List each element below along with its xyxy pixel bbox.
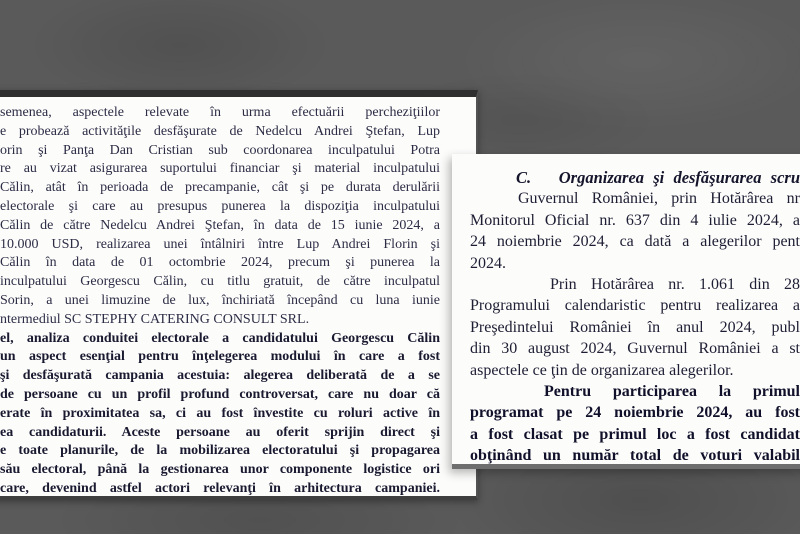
text-line: Călin, atât în perioada de precampanie, cât şi pe durata derulării: [0, 180, 440, 196]
text-line: 2024.: [470, 254, 506, 272]
paragraph: [470, 167, 800, 188]
document-page-left: [0, 90, 478, 500]
text-line: e toate planurile, de la mobilizarea electoratului şi propagarea: [0, 443, 440, 459]
text-line: ea candidaturii. Aceste persoane au oferit sprijin direct şi: [0, 424, 440, 440]
text-line: semenea, aspectele relevate în urma efectuării percheziţiilor: [0, 105, 440, 120]
text-line: re au vizat asigurarea suportului financiar şi material inculpatului: [0, 161, 440, 177]
text-line: Prin Hotărârea nr. 1.061 din 28: [550, 275, 800, 293]
paragraph: [470, 188, 800, 274]
text-line: inculpatului Georgescu Călin, cu titlu gratuit, de către inculpatul: [0, 274, 440, 290]
paragraph: [470, 274, 800, 381]
paragraph: [0, 104, 440, 160]
text-line: el, analiza conduitei electorale a candidatului Georgescu Călin: [0, 330, 440, 346]
text-line: electorale şi care au presupus punerea la dispoziţia inculpatului: [0, 198, 440, 214]
text-line: Călin în data de 01 octombrie 2024, precum şi punerea la: [0, 255, 440, 271]
text-line: obţinând un număr total de voturi valabil: [470, 447, 800, 464]
text-line: Monitorul Oficial nr. 637 din 4 iulie 2024, a: [470, 211, 800, 229]
text-line: e probează activităţile desfăşurate de Nedelcu Andrei Ştefan, Lup: [0, 123, 440, 139]
text-line: şi desfăşurată campania acestuia: alegerea deliberată de a se: [0, 368, 440, 384]
text-line: 24 noiembrie 2024, ca dată a alegerilor pent: [470, 233, 800, 251]
text-line: Programului calendaristic pentru realizarea a: [470, 297, 800, 315]
text-line: ntermediul SC STEPHY CATERING CONSULT SRL.: [0, 311, 310, 327]
document-page-right-text: [470, 167, 800, 464]
text-line: Pentru participarea la primul: [544, 382, 800, 400]
text-line: 10.000 USD, realizarea unei întâlniri între Lup Andrei Florin şi: [0, 236, 440, 252]
paragraph: [0, 330, 440, 496]
text-line: Sorin, a unei limuzine de lux, închiriată începând cu luna iunie: [0, 292, 440, 308]
text-line: programat pe 24 noiembrie 2024, au fost: [470, 404, 800, 422]
text-line: Călin de către Nedelcu Andrei Ştefan, în data de 15 iunie 2024, a: [0, 217, 440, 233]
text-line: Guvernul României, prin Hotărârea nr: [518, 190, 800, 208]
text-line: aspectele ce ţin de organizarea alegerilor.: [470, 361, 734, 379]
document-page-right: [452, 154, 800, 469]
text-line: C. Organizarea şi desfăşurarea scru: [516, 168, 800, 187]
text-line: un aspect esenţial pentru înţelegerea modului în care a fost: [0, 349, 440, 365]
text-line: din 30 august 2024, Guvernul României a st: [470, 340, 800, 358]
text-line: său electoral, până la gestionarea unor componente logistice ori: [0, 462, 440, 478]
document-page-left-text: [0, 104, 440, 496]
text-line: orin şi Panţa Dan Cristian sub coordonarea inculpatului Potra: [0, 142, 440, 158]
paragraph: [0, 160, 440, 329]
paragraph: [470, 381, 800, 464]
text-line: care, devenind astfel actori relevanţi în arhitectura campaniei.: [0, 480, 440, 496]
text-line: erate în proximitatea sa, ci au fost învestite cu roluri active în: [0, 405, 440, 421]
text-line: a fost clasat pe primul loc a fost candidat: [470, 425, 800, 443]
text-line: Preşedintelui României în anul 2024, publ: [470, 318, 800, 336]
text-line: de persoane cu un profil profund controversat, care nu doar că: [0, 386, 440, 402]
